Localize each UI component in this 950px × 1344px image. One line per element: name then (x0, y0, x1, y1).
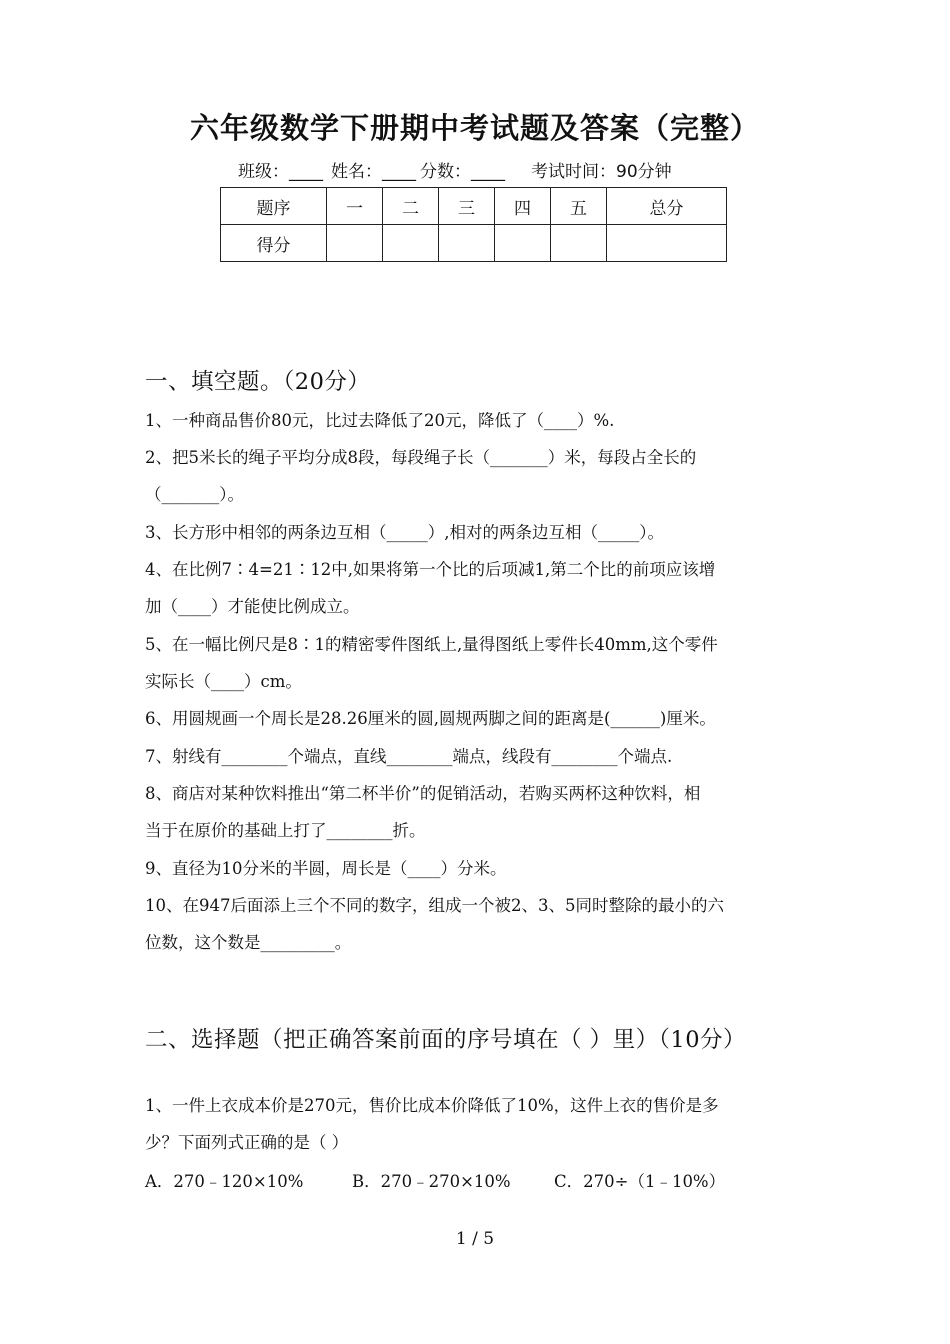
page-title: 六年级数学下册期中考试题及答案（完整） (189, 111, 760, 145)
table-cell (439, 225, 495, 262)
question-line: 6、用圆规画一个周长是28.26厘米的圆,圆规两脚之间的距离是(______)厘米。 (145, 709, 716, 728)
question-line: 当于在原价的基础上打了________折。 (145, 821, 426, 840)
question-line: 7、射线有________个端点，直线________端点，线段有________个端点. (145, 747, 673, 766)
choice-option-b: B．270﹣270×10% (352, 1172, 511, 1191)
table-cell (383, 225, 439, 262)
score-table (220, 187, 727, 262)
table-cell: 一 (327, 188, 383, 225)
table-cell (327, 225, 383, 262)
question-line: 8、商店对某种饮料推出“第二杯半价”的促销活动，若购买两杯这种饮料，相 (145, 784, 701, 803)
table-cell: 题序 (221, 188, 327, 225)
class-field: 班级：____ (238, 162, 323, 182)
table-cell (495, 225, 551, 262)
section-heading-fill-in: 一、填空题。（20分） (145, 369, 371, 395)
question-line: 10、在947后面添上三个不同的数字，组成一个被2、3、5同时整除的最小的六 (145, 896, 724, 915)
score-field: 分数：____ (420, 162, 505, 182)
question-line: （_______）。 (145, 485, 244, 504)
exam-time: 考试时间：90分钟 (531, 162, 672, 182)
score-table-header-row (221, 188, 727, 225)
table-cell (607, 225, 727, 262)
question-line: 9、直径为10分米的半圆，周长是（____）分米。 (145, 859, 507, 878)
score-table-score-row (221, 225, 727, 262)
question-line: 4、在比例7∶4=21∶12中,如果将第一个比的后项减1,第二个比的前项应该增 (145, 560, 716, 579)
table-cell (551, 225, 607, 262)
question-line: 实际长（____）cm。 (145, 672, 302, 691)
choice-option-a: A．270﹣120×10% (145, 1172, 304, 1191)
section-heading-multiple-choice: 二、选择题（把正确答案前面的序号填在（ ）里）（10分） (145, 1027, 747, 1053)
table-cell: 总分 (607, 188, 727, 225)
question-line: 2、把5米长的绳子平均分成8段，每段绳子长（_______）米，每段占全长的 (145, 448, 697, 467)
question-line: 1、一种商品售价80元，比过去降低了20元，降低了（____）%. (145, 411, 615, 430)
exam-info-line (238, 157, 672, 182)
page-number: 1 / 5 (455, 1229, 495, 1249)
name-field: 姓名：____ (331, 162, 416, 182)
question-line: 少？下面列式正确的是（ ） (145, 1133, 349, 1152)
question-line: 3、长方形中相邻的两条边互相（_____）,相对的两条边互相（_____）。 (145, 523, 664, 542)
table-cell: 五 (551, 188, 607, 225)
question-line: 位数，这个数是_________。 (145, 933, 352, 952)
choice-option-c: C．270÷（1﹣10%） (554, 1172, 726, 1191)
question-line: 1、一件上衣成本价是270元，售价比成本价降低了10%，这件上衣的售价是多 (145, 1096, 719, 1115)
table-cell: 四 (495, 188, 551, 225)
table-cell: 得分 (221, 225, 327, 262)
question-line: 加（____）才能使比例成立。 (145, 597, 360, 616)
table-cell: 三 (439, 188, 495, 225)
question-line: 5、在一幅比例尺是8∶1的精密零件图纸上,量得图纸上零件长40mm,这个零件 (145, 635, 718, 654)
table-cell: 二 (383, 188, 439, 225)
